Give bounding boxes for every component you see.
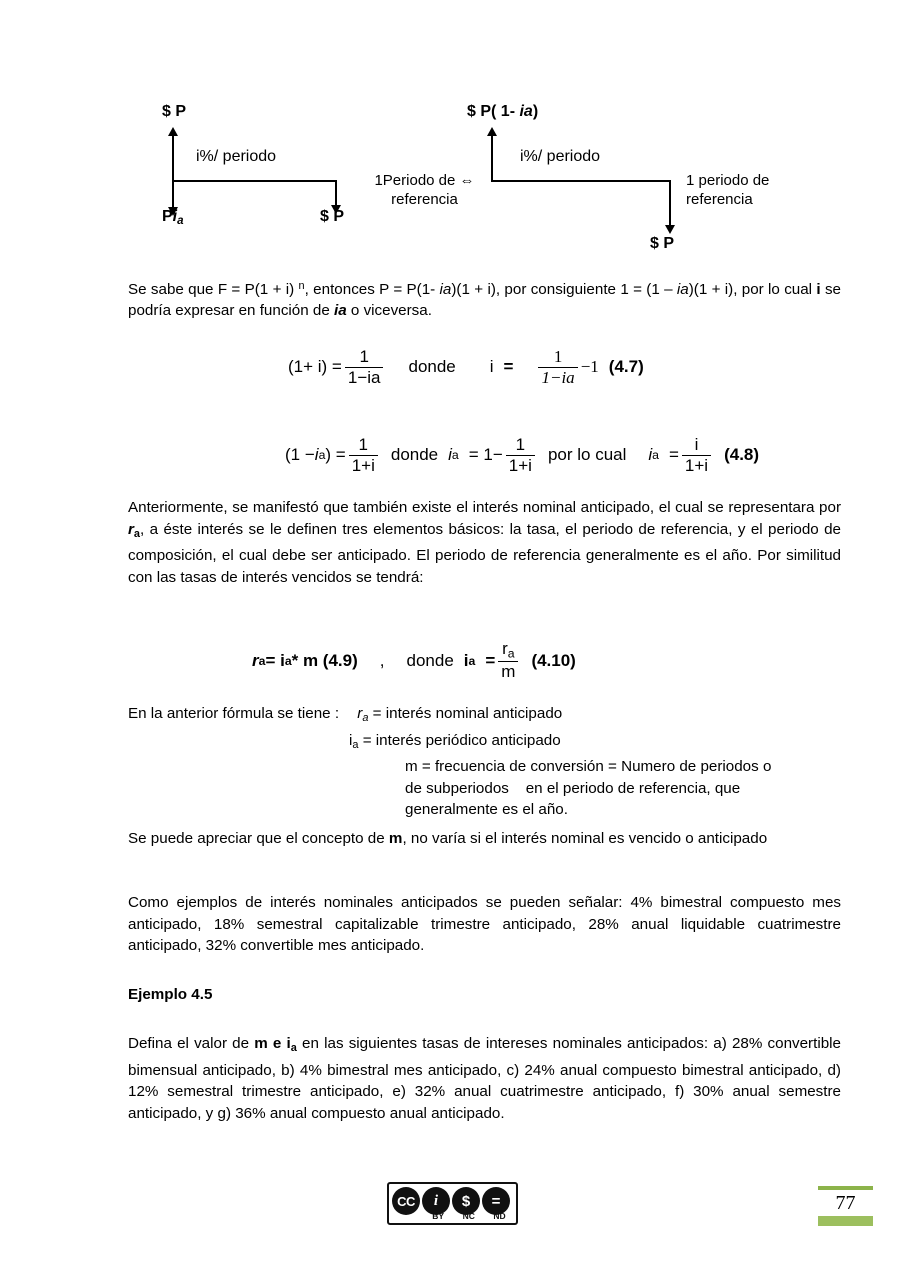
definition-intro-line	[128, 703, 841, 730]
left-right-vertical-line	[335, 180, 337, 208]
p1-seg-f: o viceversa.	[346, 302, 432, 320]
p1-ia-2: ia	[676, 280, 689, 298]
cash-flow-diagram	[130, 95, 890, 270]
eq48-lhs-sub: a	[318, 448, 326, 463]
def-2-text: = interés periódico anticipado	[362, 731, 561, 749]
eq48-denominator-1: 1+i	[349, 455, 378, 475]
eq48-fraction-3	[682, 436, 711, 475]
eq410-fraction	[498, 640, 518, 681]
right-diagram-rate-label: i%/ periodo	[520, 148, 601, 165]
eq48-fraction-2	[506, 436, 535, 475]
cc-tag-by: BY	[432, 1211, 445, 1221]
p3-var-m: m	[388, 830, 403, 847]
nd-glyph: =	[491, 1192, 501, 1210]
eq47-denominator-2: 1−ia	[538, 367, 577, 387]
cc-tag-nd: ND	[493, 1211, 506, 1221]
p1-seg-d: )(1 + i), por lo cual	[688, 280, 817, 298]
p2-seg-a: Anteriormente, se manifestó que también existe el interés nominal anticipado, el cual se representara por	[128, 499, 841, 516]
equation-4-8	[285, 436, 759, 475]
cc-tag-nc: NC	[462, 1211, 475, 1221]
eq410-tag: (4.10)	[531, 650, 576, 670]
eq48-eq-2: = 1−	[468, 445, 503, 465]
p1-ia-3: ia	[334, 302, 347, 320]
p5-seg-a: Defina el valor de	[128, 1035, 255, 1052]
left-right-double-arrow-icon: ⇔	[459, 172, 475, 189]
p2-seg-b: , a éste interés se le definen tres elementos básicos: la tasa, el periodo de referencia, y el periodo de composición, el cual debe ser anticipado. El periodo de referencia generalmente es el año. Por similitud con las tasas de interés vencidos se tendrá:	[128, 520, 841, 586]
equation-4-9-and-4-10	[252, 640, 576, 681]
right-horizontal-line	[491, 180, 671, 182]
left-diagram-rate-label: i%/ periodo	[196, 148, 277, 165]
eq47-fraction-1	[345, 348, 384, 387]
p5-vars: m e i	[254, 1035, 291, 1052]
p5-seg-b: en las siguientes tasas de intereses nominales anticipados: a) 28% convertible bimensual anticipado, b) 4% bimestral mes anticipado, c) 24% anual compuesto bimestral anticipado, d) 12% semestral trimestre anticipado, e) 32% anual cuatrimestre anticipado, f) 30% anual semestre anticipado, y g) 36% anual compuesto anual anticipado.	[128, 1035, 841, 1122]
eq48-var-3-sub: a	[652, 448, 659, 463]
eq48-donde: donde	[390, 445, 439, 465]
creative-commons-license-badge	[387, 1182, 518, 1225]
definitions-intro: En la anterior fórmula se tiene :	[128, 705, 340, 722]
cc-tag-row	[423, 1211, 515, 1221]
eq48-lhs-close: ) =	[325, 445, 346, 465]
p1-seg-e: se podría expresar en función de	[128, 280, 841, 320]
eq48-numerator-3: i	[694, 435, 699, 454]
eq47-donde: donde	[408, 357, 456, 377]
eq48-fraction-1	[349, 436, 378, 475]
by-glyph: i	[433, 1192, 439, 1209]
equation-4-7	[288, 348, 644, 387]
eq47-numerator-1: 1	[359, 347, 369, 366]
paragraph-ejemplos-tasas: Como ejemplos de interés nominales anticipados se pueden señalar: 4% bimestral compuesto mes anticipado, 18% semestral capitalizable trimestre anticipado, 28% anual liquidable cuatrimestre anticipado, 32% convertible mes anticipado.	[128, 894, 841, 954]
right-vertical-line	[491, 135, 493, 181]
definition-line-5: generalmente es el año.	[405, 801, 568, 819]
heading-ejemplo-4-5: Ejemplo 4.5	[128, 986, 213, 1003]
right-period-label	[686, 171, 836, 209]
p3-seg-b: , no varía si el interés nominal es vencido o anticipado	[402, 830, 768, 847]
equivalence-label	[352, 171, 497, 209]
eq48-var-3: i	[648, 445, 653, 465]
eq48-numerator-1: 1	[358, 435, 368, 454]
label-p: P	[162, 208, 173, 225]
eq410-denominator: m	[498, 661, 518, 681]
right-diagram-top-label	[467, 103, 538, 121]
eq48-lhs-var: i	[314, 445, 319, 465]
eq47-lhs: (1+ i) =	[288, 357, 342, 377]
eq410-num-r: r	[502, 639, 508, 658]
eq47-denominator-1: 1−ia	[345, 367, 384, 387]
equivalence-line2: referencia	[391, 191, 458, 208]
p1-var-i: i	[816, 280, 821, 298]
eq49-donde: donde	[406, 650, 454, 670]
eq410-ia-sub: a	[468, 653, 476, 668]
paragraph-formula-derivation	[128, 276, 841, 322]
def-1-var: r	[357, 705, 363, 722]
eq410-ia: i	[463, 650, 469, 670]
eq48-numerator-2: 1	[515, 435, 526, 454]
p1-seg-b: , entonces P = P(1-	[304, 280, 440, 298]
eq47-var-i: i	[489, 357, 494, 377]
eq49-r-sub: a	[258, 653, 266, 668]
p1-seg-c: )(1 + i), por consiguiente 1 = (1 –	[451, 280, 677, 298]
right-diagram-bottom-label: $ P	[650, 235, 675, 252]
p5-vars-sub: a	[290, 1042, 297, 1055]
definition-line-3: m = frecuencia de conversión = Numero de periodos o	[405, 758, 772, 776]
right-top-prefix: $ P( 1-	[467, 103, 520, 120]
label-i: i	[172, 208, 178, 225]
page-number: 77	[835, 1192, 856, 1214]
eq49-comma: ,	[379, 650, 385, 670]
left-diagram-bottom-left-label	[162, 208, 184, 227]
left-diagram-top-label: $ P	[162, 103, 187, 120]
p1-exponent-n: n	[298, 280, 305, 292]
eq410-numerator	[499, 640, 517, 661]
definition-line-2	[128, 730, 841, 757]
eq47-fraction-2	[538, 348, 577, 387]
eq47-minus-one: −1	[580, 357, 599, 377]
eq48-eq-3: =	[668, 445, 679, 465]
definitions-block	[128, 703, 841, 821]
left-horizontal-line	[172, 180, 337, 182]
left-vertical-line	[172, 135, 174, 211]
def-1-sub: a	[362, 712, 369, 725]
eq49-rest: * m (4.9)	[291, 650, 358, 670]
cc-glyph: CC	[397, 1193, 415, 1209]
eq47-tag: (4.7)	[608, 357, 644, 377]
paragraph-concepto-m	[128, 828, 841, 850]
right-period-line1: 1 periodo de	[686, 172, 770, 189]
eq48-var-2-sub: a	[451, 448, 459, 463]
label-sub-a: a	[177, 215, 184, 228]
eq48-porlocual: por lo cual	[547, 445, 627, 465]
p1-seg-a: Se sabe que F = P(1 + i)	[128, 280, 299, 298]
paragraph-interes-nominal-anticipado	[128, 497, 841, 588]
page-number-block	[818, 1186, 873, 1226]
right-top-var: ia	[519, 103, 533, 120]
right-down-vertical-line	[669, 180, 671, 228]
creative-commons-icon	[392, 1187, 420, 1215]
eq48-tag: (4.8)	[724, 445, 760, 465]
p3-seg-a: Se puede apreciar que el concepto de	[128, 830, 389, 847]
def-2-var: i	[349, 731, 353, 749]
nc-glyph: $	[461, 1192, 471, 1210]
paragraph-ejemplo-enunciado	[128, 1033, 841, 1124]
right-period-line2: referencia	[686, 191, 753, 208]
page-number-bottom-rule	[818, 1216, 873, 1226]
p2-var-r-sub: a	[133, 527, 141, 540]
p2-var-r: r	[128, 520, 134, 538]
eq410-num-sub: a	[507, 646, 515, 661]
equivalence-line1: 1Periodo de	[374, 172, 456, 189]
eq49-i-sub: a	[284, 653, 292, 668]
right-top-suffix: )	[532, 103, 539, 120]
eq47-numerator-2: 1	[553, 347, 563, 366]
eq48-denominator-2: 1+i	[506, 455, 535, 475]
eq48-var-2: i	[448, 445, 452, 465]
def-1-text: = interés nominal anticipado	[372, 705, 563, 722]
eq49-r: r	[252, 650, 259, 670]
left-diagram-bottom-right-label: $ P	[320, 208, 345, 225]
eq49-equals-i: = i	[265, 650, 285, 670]
eq48-denominator-3: 1+i	[682, 455, 711, 475]
definition-line-4: de subperiodos en el periodo de referencia, que	[405, 779, 741, 797]
eq410-equals: =	[485, 650, 496, 670]
p1-ia-1: ia	[439, 280, 452, 298]
right-down-arrowhead	[665, 225, 675, 234]
eq48-lhs-open: (1 −	[285, 445, 315, 465]
eq47-equals: =	[503, 357, 514, 377]
def-2-sub: a	[352, 738, 359, 751]
